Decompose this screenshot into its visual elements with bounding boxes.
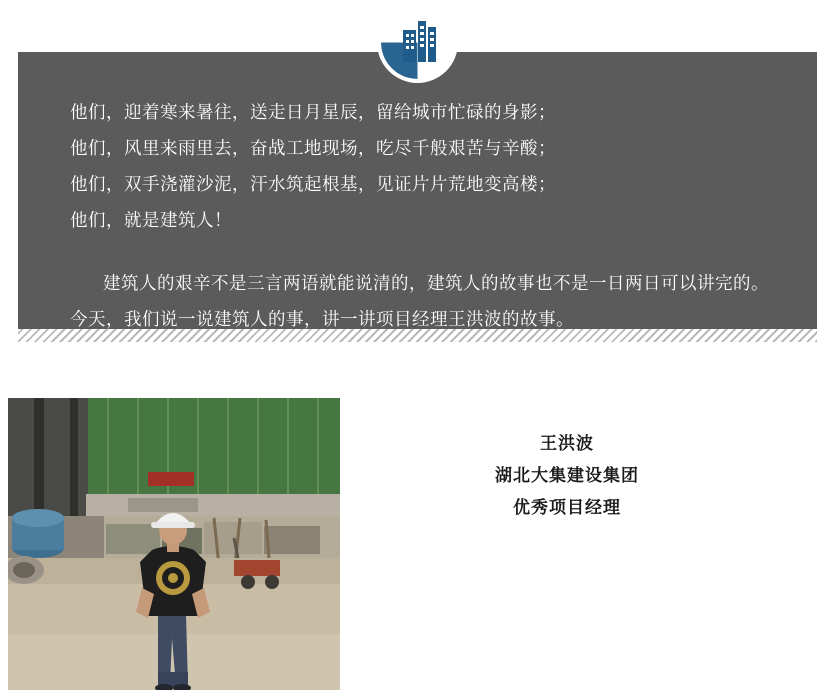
quote-paragraph: 建筑人的艰辛不是三言两语就能说清的，建筑人的故事也不是一日两日可以讲完的。今天，我们说一说建筑人的事，讲一讲项目经理王洪波的故事。	[70, 273, 769, 329]
hatched-divider	[18, 329, 817, 342]
construction-site-worker-photo	[8, 398, 340, 690]
quote-line-4: 他们，就是建筑人！	[70, 210, 232, 230]
quote-block	[18, 52, 817, 337]
caption-name: 王洪波	[540, 434, 594, 453]
quote-line-2: 他们，风里来雨里去，奋战工地现场，吃尽千般艰苦与辛酸；	[70, 138, 556, 158]
quote-line-1: 他们，迎着寒来暑往，送走日月星辰，留给城市忙碌的身影；	[70, 102, 556, 122]
caption-title: 优秀项目经理	[513, 498, 621, 517]
photo-caption	[372, 428, 762, 524]
building-logo-icon	[381, 6, 454, 79]
emblem-badge	[377, 2, 458, 83]
quote-card	[18, 52, 817, 329]
quote-text	[70, 94, 770, 337]
caption-company: 湖北大集建设集团	[495, 466, 639, 485]
quote-line-3: 他们，双手浇灌沙泥，汗水筑起根基，见证片片荒地变高楼；	[70, 174, 556, 194]
